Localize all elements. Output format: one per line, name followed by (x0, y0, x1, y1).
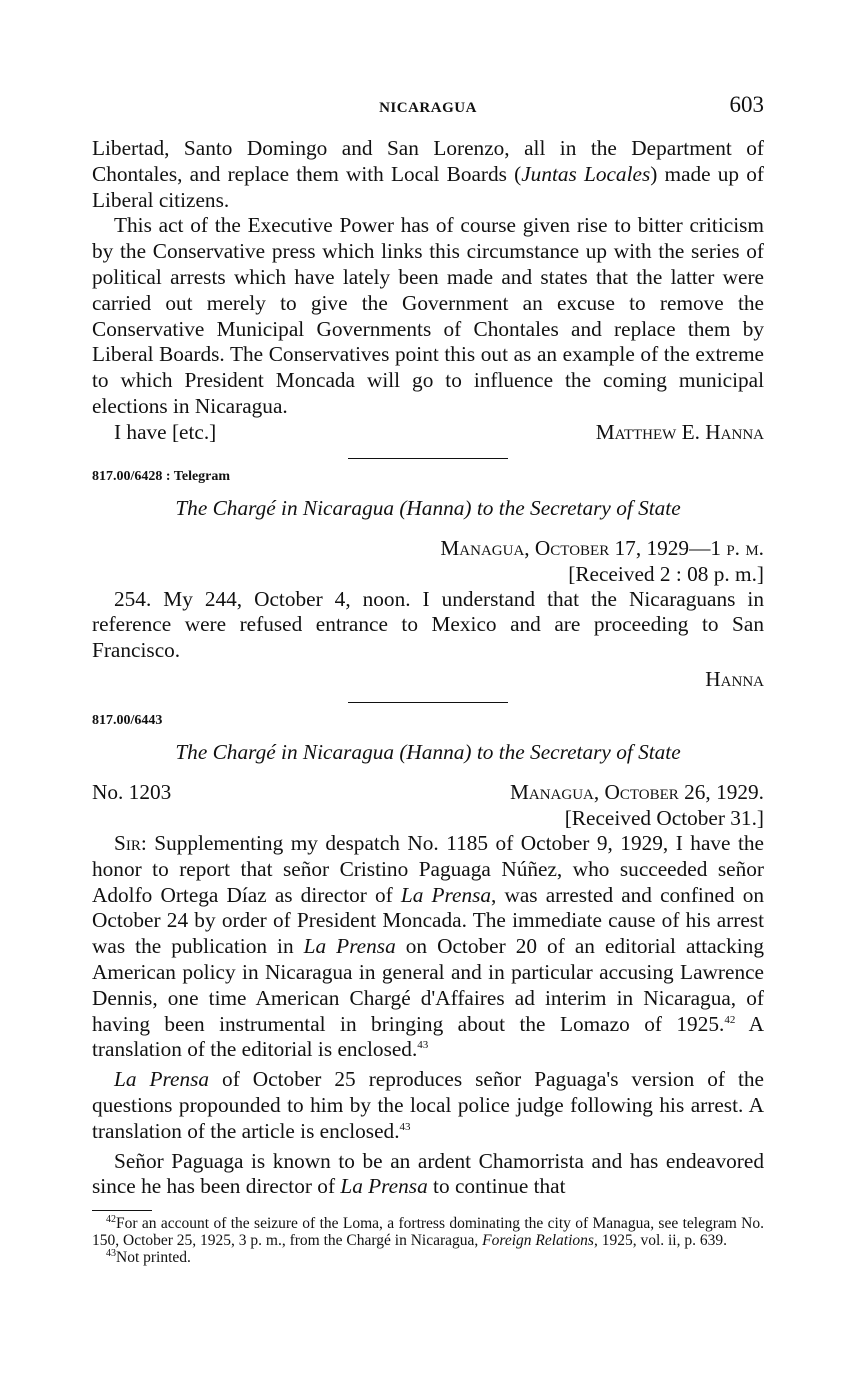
footnote-42: $^{42}$For an account of the seizure of the Loma, a fortress dominating the city of Managua, see telegram No. 150, October 25, 1925, 3 p. m., from the Chargé in Nicaragua, Foreign Relations, 1925, vol. ii, p. 639. (92, 1213, 764, 1250)
running-title: NICARAGUA (379, 100, 477, 116)
letter-paragraph: La Prensa of October 25 reproduces señor Paguaga's version of the questions propounded to him by the local police judge following his arrest. A translation of the article is enclosed.$^{43}$ (92, 1067, 764, 1143)
salutation: Sir: (114, 830, 147, 855)
running-head (92, 92, 764, 124)
document-page (92, 92, 764, 1266)
footnote-ref: 43 (417, 1039, 429, 1052)
closing: I have [etc.] (114, 419, 217, 444)
letter-paragraph: Sir: Supplementing my despatch No. 1185 of October 9, 1929, I have the honor to report that señor Cristino Paguaga Núñez, who succeeded señor Adolfo Ortega Díaz as director of La Prensa, was arrested and confined on October 24 by order of President Moncada. The immediate cause of his arrest was the publication in La Prensa on October 20 of an editorial attacking American policy in Nicaragua in general and in particular accusing Lawrence Dennis, one time American Chargé d'Affaires ad interim in Nicaragua, of having been instrumental in bringing about the Lomazo of 1925.42 A translation of the editorial is enclosed.$^{43}$ (92, 830, 765, 1062)
despatch-number: No. 1203 (92, 779, 172, 804)
received-line: [Received October 31.] (564, 805, 764, 830)
section-divider (348, 702, 508, 703)
document-title: The Chargé in Nicaragua (Hanna) to the Secretary of State (175, 739, 681, 764)
received-line: [Received 2 : 08 p. m.] (568, 561, 764, 586)
file-number: 817.00/6443 (92, 712, 163, 728)
document-title: The Chargé in Nicaragua (Hanna) to the Secretary of State (175, 495, 681, 520)
number-dateline-row (92, 779, 764, 805)
file-number: 817.00/6428 : Telegram (92, 468, 231, 484)
footnote-ref: 42 (724, 1013, 736, 1026)
page-number: 603 (729, 92, 764, 117)
section-divider (348, 458, 508, 459)
dateline: Managua, October 26, 1929. (509, 779, 764, 804)
continuation-paragraph: Libertad, Santo Domingo and San Lorenzo, all in the Department of Chontales, and replace them with Local Boards (Juntas Locales) made up of Liberal citizens. (92, 136, 764, 212)
body-paragraph: This act of the Executive Power has of course given rise to bitter criticism by the Conservative press which links this circumstance up with the series of political arrests which have lately been made and states that the latter were carried out merely to give the Government an excuse to remove the Conservative Municipal Governments of Chontales and replace them by Liberal Boards. The Conservatives point this out as an example of the extreme to which President Moncada will go to influence the coming municipal elections in Nicaragua. (92, 213, 764, 418)
letter-paragraph: Señor Paguaga is known to be an ardent Chamorrista and has endeavored since he has been director of La Prensa to continue that (92, 1148, 764, 1199)
footnote-ref: 43 (399, 1120, 411, 1133)
closing-line (92, 420, 764, 446)
telegram-body: 254. My 244, October 4, noon. I understand that the Nicaraguans in reference were refused entrance to Mexico and are proceeding to San Francisco. (92, 586, 764, 663)
signature: Matthew E. Hanna (595, 419, 764, 444)
footnote-43: $^{43}$Not printed. (106, 1247, 191, 1267)
signature: Hanna (705, 666, 764, 691)
dateline: Managua, October 17, 1929—1 p. m. (440, 535, 764, 560)
footnote-divider (92, 1210, 152, 1211)
